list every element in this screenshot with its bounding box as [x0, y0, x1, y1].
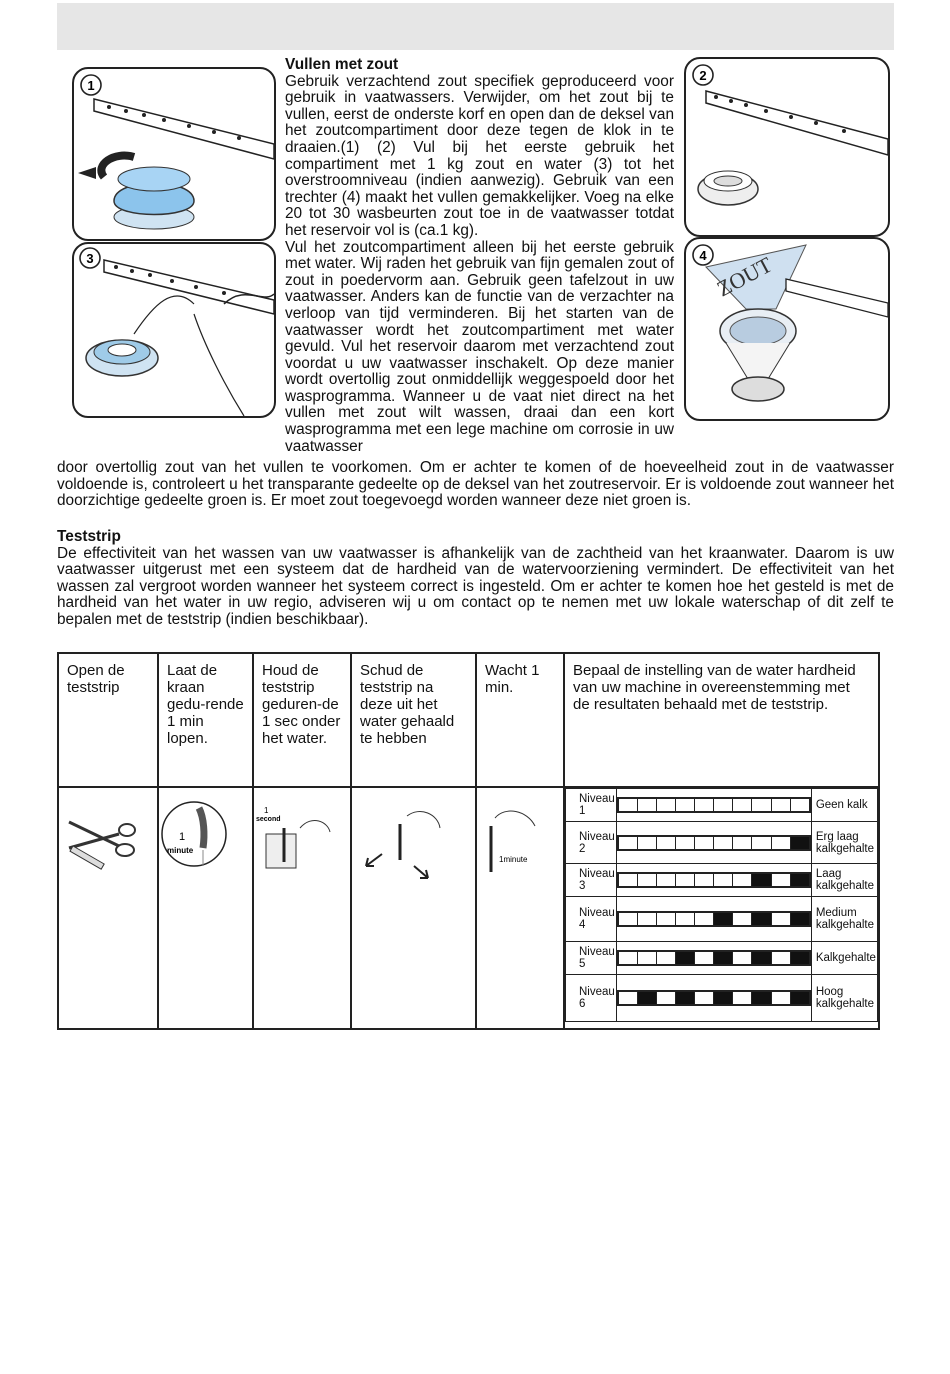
level-description: Geen kalk [811, 789, 877, 822]
strip-square [676, 874, 695, 886]
level-strip-cell [616, 897, 811, 942]
teststrip-table [57, 652, 880, 1030]
strip-square [791, 913, 809, 925]
strip-square [733, 952, 752, 964]
salt-title: Vullen met zout [285, 56, 399, 73]
strip-square [657, 874, 676, 886]
level-row [566, 789, 878, 822]
strip-square [695, 799, 714, 811]
dip-icon [254, 788, 334, 1023]
level-description: Laag kalkgehalte [811, 864, 877, 897]
scissors-cell [58, 787, 158, 1029]
tap-cell [158, 787, 253, 1029]
strip-square [791, 874, 809, 886]
tap-minute-label: minute [167, 846, 194, 855]
strip-square [676, 913, 695, 925]
strip-square [619, 913, 638, 925]
salt-paragraph-3: door overtollig zout van het vullen te voorkomen. Om er achter te komen of de hoeveelheid zout in de vaatwasser voldoende is, controleert u het transparante gedeelte op de deksel van het zoutreservoir. Er is voldoende zout wanneer het doorzichtige gedeelte groen is. Er moet zout toegevoegd worden wanneer deze niet groen is. [57, 459, 894, 510]
strip-square [638, 913, 657, 925]
figure-3-fill-water [72, 242, 276, 418]
level-strip-cell [616, 864, 811, 897]
strip-square [752, 992, 771, 1004]
teststrip-swatch [617, 835, 811, 851]
teststrip-title: Teststrip [57, 528, 121, 545]
level-name: Niveau 3 [566, 864, 617, 897]
strip-square [714, 952, 733, 964]
header-bar [57, 3, 894, 50]
strip-square [695, 837, 714, 849]
teststrip-swatch [617, 990, 811, 1006]
strip-square [638, 799, 657, 811]
strip-square [752, 913, 771, 925]
strip-square [676, 992, 695, 1004]
strip-square [676, 799, 695, 811]
level-row [566, 822, 878, 864]
strip-square [695, 913, 714, 925]
strip-square [733, 913, 752, 925]
level-name: Niveau 6 [566, 975, 617, 1022]
figure-label: 2 [699, 68, 707, 83]
strip-square [619, 992, 638, 1004]
wait-cell [476, 787, 564, 1029]
strip-square [752, 874, 771, 886]
second-label: second [256, 816, 281, 823]
level-strip-cell [616, 975, 811, 1022]
strip-square [657, 913, 676, 925]
level-row [566, 975, 878, 1022]
figure-1-open-salt-cap [72, 67, 276, 241]
step-cell: Houd de teststrip geduren-de 1 sec onder het water. [253, 653, 351, 787]
strip-square [695, 992, 714, 1004]
teststrip-paragraph: De effectiviteit van het wassen van uw vaatwasser is afhankelijk van de zachtheid van het kraanwater. Daarom is uw vaatwasser uitgerust met een systeem dat de hardheid van de watervoorziening vermindert. De effectiviteit van het wassen zal vergroot worden wanneer het systeem correct is ingesteld. Om er achter te komen hoe het gesteld is met de hardheid van het water in uw regio, adviseren wij u om contact op te nemen met uw lokale waterschap of dit zelf te bepalen met de teststrip (indien beschikbaar). [57, 544, 894, 628]
strip-square [676, 952, 695, 964]
salt-paragraph-2: Vul het zoutcompartiment alleen bij het eerste gebruik met water. Wij raden het gebruik van fijn gemalen zout of zout in poedervorm aan. Gebruik geen tafelzout in uw vaatwasser. Anders kan de functie van de verzachter na verloop van tijd verminderen. Bij het starten van de vaatwasser wordt het zoutcompartiment met water gevuld. Vul het reservoir daarom met verzachtend zout voordat u uw vaatwasser inschakelt. Op deze manier wordt overtollig zout onmiddellijk weggespoeld door het wasprogramma. Wanneer u de vaat niet direct na het vullen met zout wilt wassen, draai dan een kort wasprogramma met een lege machine om corrosie in uw vaatwasser [285, 238, 674, 455]
levels-cell [564, 787, 879, 1029]
tap-minute-number: 1 [179, 831, 186, 843]
wait-icon [477, 788, 547, 1023]
illustrations-row [58, 787, 879, 1029]
strip-square [657, 837, 676, 849]
teststrip-swatch [617, 797, 811, 813]
strip-square [676, 837, 695, 849]
level-description: Kalkgehalte [811, 942, 877, 975]
level-row [566, 864, 878, 897]
strip-square [733, 874, 752, 886]
strip-square [619, 952, 638, 964]
strip-square [714, 799, 733, 811]
step-cell: Laat de kraan gedu-rende 1 min lopen. [158, 653, 253, 787]
level-strip-cell [616, 942, 811, 975]
figure-label: 3 [86, 251, 94, 266]
step-cell: Open de teststrip [58, 653, 158, 787]
strip-square [695, 952, 714, 964]
strip-square [638, 874, 657, 886]
tap-icon [159, 788, 236, 1023]
strip-square [638, 837, 657, 849]
strip-square [733, 837, 752, 849]
shake-cell [351, 787, 476, 1029]
salt-paragraph-1: Gebruik verzachtend zout specifiek geproduceerd voor gebruik in vaatwassers. Verwijder, om het zout bij te vullen, eerst de onderste korf en open dan de deksel van het zoutcompartiment door deze tegen de klok in te draaien.(1) (2) Vul bij het eerste gebruik het compartiment met 1 kg zout en water (3) tot het overstroomniveau (indien aanwezig). Gebruik van een trechter (4) maakt het vullen gemakkelijker. Voeg na elke 20 tot 30 wasbeurten zout toe in de vaatwasser totdat het reservoir vol is (ca.1 kg). [285, 72, 674, 239]
strip-square [714, 837, 733, 849]
salt-section [285, 57, 674, 455]
level-description: Medium kalkgehalte [811, 897, 877, 942]
figure-2-open-compartment [684, 57, 890, 237]
hardness-levels-table [565, 788, 878, 1022]
figure-4-funnel-salt [684, 237, 890, 421]
teststrip-section [57, 529, 894, 629]
strip-square [733, 799, 752, 811]
strip-square [791, 952, 809, 964]
strip-square [791, 799, 809, 811]
wait-minute-label: 1minute [499, 855, 528, 864]
strip-square [752, 799, 771, 811]
strip-square [657, 992, 676, 1004]
strip-square [772, 837, 791, 849]
strip-square [752, 952, 771, 964]
level-strip-cell [616, 822, 811, 864]
salt-package-label: ZOUT [712, 251, 777, 302]
strip-square [714, 913, 733, 925]
strip-square [714, 992, 733, 1004]
salt-paragraph-continuation [57, 460, 894, 510]
step-cell: Wacht 1 min. [476, 653, 564, 787]
strip-square [714, 874, 733, 886]
shake-icon [352, 788, 459, 1023]
strip-square [619, 874, 638, 886]
step-cell: Bepaal de instelling van de water hardheid van uw machine in overeenstemming met de resultaten behaald met de teststrip. [564, 653, 879, 787]
teststrip-swatch [617, 872, 811, 888]
strip-square [638, 992, 657, 1004]
level-description: Erg laag kalkgehalte [811, 822, 877, 864]
strip-square [619, 837, 638, 849]
strip-square [657, 799, 676, 811]
strip-square [619, 799, 638, 811]
step-cell: Schud de teststrip na deze uit het water gehaald te hebben [351, 653, 476, 787]
steps-row [58, 653, 879, 787]
level-strip-cell [616, 789, 811, 822]
strip-square [695, 874, 714, 886]
dip-cell [253, 787, 351, 1029]
level-description: Hoog kalkgehalte [811, 975, 877, 1022]
teststrip-swatch [617, 950, 811, 966]
strip-square [791, 837, 809, 849]
strip-square [772, 874, 791, 886]
figure-label: 1 [87, 78, 95, 93]
strip-square [657, 952, 676, 964]
strip-square [772, 913, 791, 925]
strip-square [733, 992, 752, 1004]
level-row [566, 897, 878, 942]
level-row [566, 942, 878, 975]
scissors-icon [59, 788, 141, 1023]
teststrip-swatch [617, 911, 811, 927]
strip-square [772, 799, 791, 811]
level-name: Niveau 2 [566, 822, 617, 864]
level-name: Niveau 5 [566, 942, 617, 975]
strip-square [752, 837, 771, 849]
level-name: Niveau 4 [566, 897, 617, 942]
figure-label: 4 [699, 248, 707, 263]
strip-square [772, 992, 791, 1004]
strip-square [791, 992, 809, 1004]
strip-square [638, 952, 657, 964]
second-number: 1 [264, 806, 269, 815]
level-name: Niveau 1 [566, 789, 617, 822]
strip-square [772, 952, 791, 964]
